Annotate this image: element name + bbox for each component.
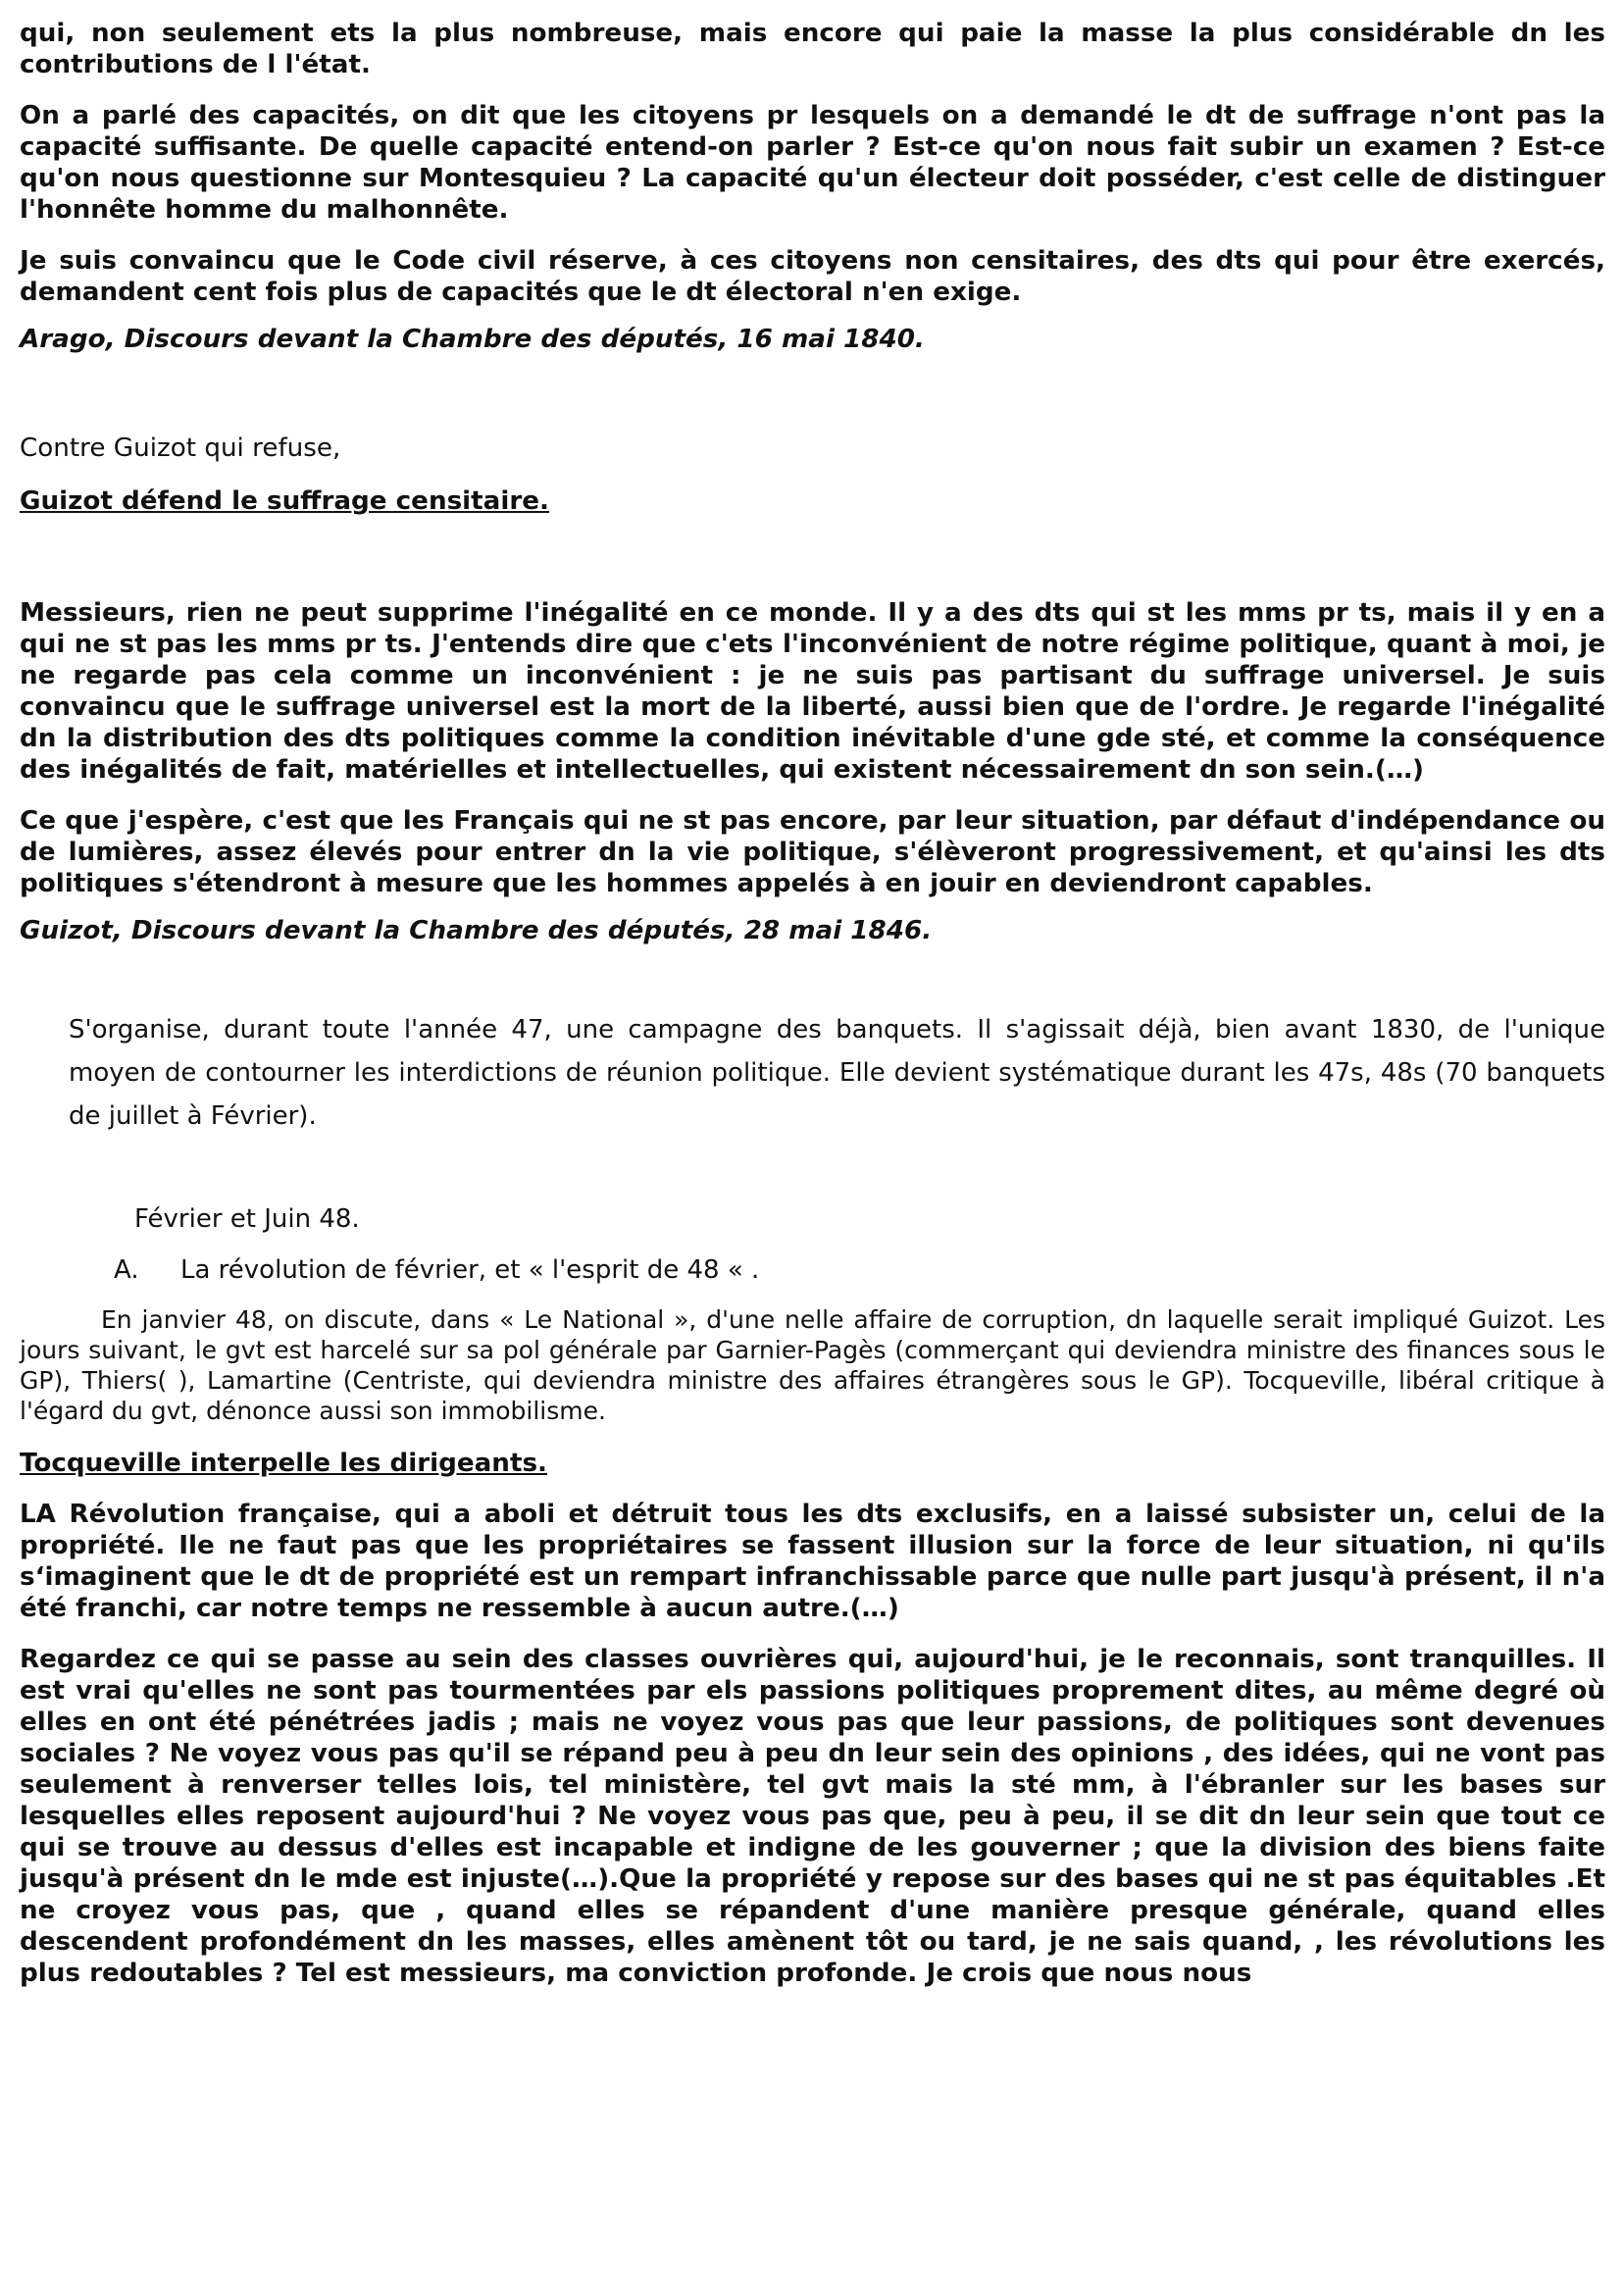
list-item-a: [20, 1253, 1605, 1287]
paragraph-banquets: S'organise, durant toute l'année 47, une campagne des banquets. Il s'agissait déjà, bien avant 1830, de l'unique moyen de contourner les interdictions de réunion politique. Elle devient systématique durant les 47s, 48s (70 banquets de juillet à Février).: [69, 1015, 1605, 1131]
paragraph-classes-ouvrieres: Regardez ce qui se passe au sein des classes ouvrières qui, aujourd'hui, je le reconnais, sont tranquilles. Il est vrai qu'elles ne sont pas tourmentées par els passions politiques proprement dites, au même degré où elles en ont été pénétrées jadis ; mais ne voyez vous pas que leur passions, de politiques sont devenues sociales ? Ne voyez vous pas qu'il se répand peu à peu dn leur sein des opinions , des idées, qui ne vont pas seulement à renverser telles lois, tel ministère, tel gvt mais la sté mm, à l'ébranler sur les bases sur lesquelles elles reposent aujourd'hui ? Ne voyez vous pas que, peu à peu, il se dit dn leur sein que tout ce qui se trouve au dessus d'elles est incapable et indigne de les gouverner ; que la division des biens faite jusqu'à présent dn le mde est injuste(…).Que la propriété y repose sur des bases qui ne st pas équitables .Et ne croyez vous pas, que , quand elles se répandent d'une manière presque générale, quand elles descendent profondément dn les masses, elles amènent tôt ou tard, je ne sais quand, , les révolutions les plus redoutables ? Tel est messieurs, ma conviction profonde. Je crois que nous nous: [20, 1645, 1605, 1988]
paragraph-inegalite: Messieurs, rien ne peut supprime l'inégalité en ce monde. Il y a des dts qui st les mms pr ts, mais il y en a qui ne st pas les mms pr ts. J'entends dire que c'ets l'inconvénient de notre régime politique, quant à moi, je ne regarde pas cela comme un inconvénient : je ne suis pas partisant du suffrage universel. Je suis convaincu que le suffrage universel est la mort de la liberté, aussi bien que de l'ordre. Je regarde l'inégalité dn la distribution des dts politiques comme la condition inévitable d'une gde sté, et comme la conséquence des inégalités de fait, matérielles et intellectuelles, qui existent nécessairement dn son sein.(…): [20, 598, 1605, 785]
contre-guizot-text: Contre Guizot qui refuse,: [20, 433, 341, 463]
list-item-text: La révolution de février, et « l'esprit de 48 « .: [180, 1255, 760, 1285]
heading-tocqueville: Tocqueville interpelle les dirigeants.: [20, 1449, 548, 1478]
paragraph-janvier: En janvier 48, on discute, dans « Le National », d'une nelle affaire de corruption, dn laquelle serait impliqué Guizot. Les jours suivant, le gvt est harcelé sur sa pol générale par Garnier-Pagès (commerçant qui deviendra ministre des finances sous le GP), Thiers( ), Lamartine (Centriste, qui deviendra ministre des affaires étrangères sous le GP). Tocqueville, libéral critique à l'égard du gvt, dénonce aussi son immobilisme.: [20, 1305, 1605, 1425]
section-title: Février et Juin 48.: [134, 1204, 360, 1234]
heading-guizot: Guizot défend le suffrage censitaire.: [20, 486, 549, 516]
list-marker: A.: [114, 1255, 139, 1285]
paragraph-revolution-francaise: LA Révolution française, qui a aboli et détruit tous les dts exclusifs, en a laissé subsister un, celui de la propriété. Ile ne faut pas que les propriétaires se fassent illusion sur la force de leur situation, ni qu'ils s‘imaginent que le dt de propriété est un rempart infranchissable parce que nulle part jusqu'à présent, il n'a été franchi, car notre temps ne ressemble à aucun autre.(…): [20, 1500, 1605, 1623]
paragraph-contributions: qui, non seulement ets la plus nombreuse, mais encore qui paie la masse la plus considérable dn les contributions de l l'état.: [20, 19, 1605, 79]
paragraph-capacites: On a parlé des capacités, on dit que les citoyens pr lesquels on a demandé le dt de suffrage n'ont pas la capacité suffisante. De quelle capacité entend-on parler ? Est-ce qu'on nous fait subir un examen ? Est-ce qu'on nous questionne sur Montesquieu ? La capacité qu'un électeur doit posséder, c'est celle de distinguer l'honnête homme du malhonnête.: [20, 101, 1605, 225]
citation-guizot: Guizot, Discours devant la Chambre des députés, 28 mai 1846.: [20, 916, 933, 945]
paragraph-code-civil: Je suis convaincu que le Code civil réserve, à ces citoyens non censitaires, des dts qui pour être exercés, demandent cent fois plus de capacités que le dt électoral n'en exige.: [20, 246, 1605, 307]
paragraph-espoir: Ce que j'espère, c'est que les Français qui ne st pas encore, par leur situation, par défaut d'indépendance ou de lumières, assez élevés pour entrer dn la vie politique, s'élèveront progressivement, et qu'ainsi les dts politiques s'étendront à mesure que les hommes appelés à en jouir en deviendront capables.: [20, 806, 1605, 898]
document-page: [20, 18, 1605, 1989]
citation-arago: Arago, Discours devant la Chambre des députés, 16 mai 1840.: [20, 325, 925, 354]
